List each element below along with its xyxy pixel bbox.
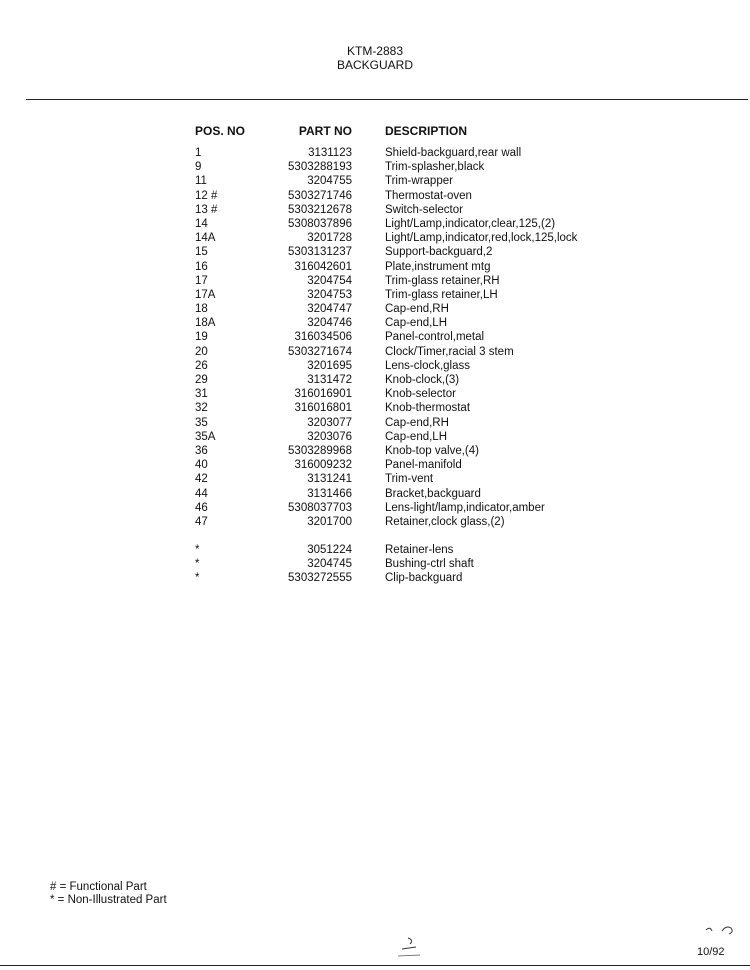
revision-date: 10/92 bbox=[697, 946, 725, 958]
row-pos-no: 35 bbox=[195, 416, 208, 429]
row-description: Support-backguard,2 bbox=[385, 246, 493, 259]
row-part-no: 3051224 bbox=[307, 544, 352, 557]
row-pos-no: * bbox=[195, 558, 200, 571]
table-row bbox=[0, 245, 750, 259]
row-description: Trim-wrapper bbox=[385, 175, 453, 188]
row-description: Cap-end,LH bbox=[385, 430, 448, 443]
table-row bbox=[0, 260, 750, 274]
top-divider bbox=[26, 99, 748, 100]
row-description: Thermostat-oven bbox=[385, 189, 472, 202]
row-pos-no: 17A bbox=[195, 288, 216, 301]
row-pos-no: 17 bbox=[195, 274, 208, 287]
row-part-no: 3131241 bbox=[307, 473, 352, 486]
row-description: Bracket,backguard bbox=[385, 487, 481, 500]
table-row bbox=[0, 288, 750, 302]
document-header bbox=[0, 44, 750, 72]
row-description: Plate,instrument mtg bbox=[385, 260, 491, 273]
row-part-no: 5303271674 bbox=[288, 345, 352, 358]
row-part-no: 3204753 bbox=[307, 288, 352, 301]
row-description: Retainer,clock glass,(2) bbox=[385, 515, 505, 528]
row-description: Trim-vent bbox=[385, 473, 434, 486]
table-row bbox=[0, 501, 750, 515]
row-part-no: 3204754 bbox=[307, 274, 352, 287]
row-pos-no: 26 bbox=[195, 359, 208, 372]
row-part-no: 3204755 bbox=[307, 175, 352, 188]
row-part-no: 3203077 bbox=[307, 416, 352, 429]
row-part-no: 5308037896 bbox=[288, 217, 352, 230]
row-description: Switch-selector bbox=[385, 203, 463, 216]
table-row bbox=[0, 302, 750, 316]
row-part-no: 3131466 bbox=[307, 487, 352, 500]
row-part-no: 316016801 bbox=[294, 402, 352, 415]
row-pos-no: 13 # bbox=[195, 203, 218, 216]
row-part-no: 3131472 bbox=[307, 374, 352, 386]
row-part-no: 3201728 bbox=[307, 232, 352, 245]
row-pos-no: 35A bbox=[195, 430, 216, 443]
table-row bbox=[0, 543, 750, 557]
row-part-no: 3204746 bbox=[307, 317, 352, 330]
column-header-pos: POS. NO bbox=[195, 124, 246, 138]
row-description: Trim-glass retainer,RH bbox=[385, 274, 500, 287]
row-pos-no: 31 bbox=[195, 388, 208, 401]
parts-table-header bbox=[0, 124, 750, 140]
legend-non-illustrated: * = Non-Illustrated Part bbox=[50, 894, 167, 906]
row-part-no: 3203076 bbox=[307, 430, 352, 443]
row-part-no: 3131123 bbox=[308, 147, 352, 159]
table-row bbox=[0, 274, 750, 288]
row-part-no: 5303272555 bbox=[288, 572, 352, 585]
table-row bbox=[0, 217, 750, 231]
row-part-no: 5303271746 bbox=[288, 189, 352, 202]
row-description: Bushing-ctrl shaft bbox=[385, 558, 474, 571]
table-row bbox=[0, 203, 750, 217]
table-row bbox=[0, 430, 750, 444]
table-row bbox=[0, 458, 750, 472]
row-description: Light/Lamp,indicator,clear,125,(2) bbox=[385, 217, 556, 230]
row-part-no: 5303289968 bbox=[288, 444, 352, 457]
row-pos-no: 9 bbox=[195, 161, 202, 174]
table-row bbox=[0, 557, 750, 571]
row-description: Knob-selector bbox=[385, 388, 456, 401]
row-part-no: 316009232 bbox=[294, 459, 352, 472]
row-description: Knob-top valve,(4) bbox=[385, 444, 479, 457]
row-pos-no: 14A bbox=[195, 232, 216, 245]
row-description: Trim-splasher,black bbox=[385, 161, 485, 174]
row-description: Lens-clock,glass bbox=[385, 359, 471, 372]
row-description: Lens-light/lamp,indicator,amber bbox=[385, 501, 545, 514]
bottom-divider bbox=[0, 965, 750, 966]
scan-squiggle-icon bbox=[704, 922, 738, 938]
table-row bbox=[0, 571, 750, 585]
row-description: Clip-backguard bbox=[385, 572, 463, 585]
table-row bbox=[0, 373, 750, 387]
row-pos-no: 20 bbox=[195, 345, 208, 358]
row-part-no: 3204745 bbox=[307, 558, 352, 571]
document-id: KTM-2883 bbox=[346, 44, 404, 58]
table-row bbox=[0, 416, 750, 430]
table-row bbox=[0, 316, 750, 330]
row-part-no: 316042601 bbox=[294, 260, 352, 273]
row-part-no: 316016901 bbox=[294, 388, 352, 401]
row-part-no: 5303212678 bbox=[288, 203, 352, 216]
row-pos-no: 12 # bbox=[195, 189, 218, 202]
row-description: Knob-clock,(3) bbox=[385, 374, 460, 386]
row-pos-no: 18 bbox=[195, 303, 208, 316]
legend-functional: # = Functional Part bbox=[50, 881, 147, 893]
table-row bbox=[0, 472, 750, 486]
row-pos-no: 46 bbox=[195, 501, 208, 514]
column-header-description: DESCRIPTION bbox=[385, 124, 468, 138]
row-part-no: 3201700 bbox=[307, 515, 352, 528]
scan-mark-icon bbox=[396, 934, 426, 958]
row-description: Cap-end,LH bbox=[385, 317, 448, 330]
row-part-no: 5303131237 bbox=[288, 246, 352, 259]
legend bbox=[50, 881, 167, 907]
row-pos-no: 36 bbox=[195, 444, 208, 457]
row-pos-no: * bbox=[195, 544, 200, 557]
row-part-no: 3204747 bbox=[307, 303, 352, 316]
row-description: Panel-control,metal bbox=[385, 331, 485, 344]
row-pos-no: 47 bbox=[195, 515, 208, 528]
row-pos-no: 44 bbox=[195, 487, 208, 500]
row-description: Knob-thermostat bbox=[385, 402, 471, 415]
table-row bbox=[0, 174, 750, 188]
section-title: BACKGUARD bbox=[336, 58, 413, 72]
row-part-no: 5303288193 bbox=[288, 161, 352, 174]
parts-table-body bbox=[0, 146, 750, 586]
row-description: Light/Lamp,indicator,red,lock,125,lock bbox=[385, 232, 578, 245]
row-description: Trim-glass retainer,LH bbox=[385, 288, 498, 301]
row-part-no: 5308037703 bbox=[288, 501, 352, 514]
table-row bbox=[0, 515, 750, 529]
row-description: Shield-backguard,rear wall bbox=[385, 147, 522, 159]
table-row bbox=[0, 160, 750, 174]
row-pos-no: * bbox=[195, 572, 200, 585]
row-pos-no: 19 bbox=[195, 331, 208, 344]
row-description: Panel-manifold bbox=[385, 459, 462, 472]
row-pos-no: 40 bbox=[195, 459, 208, 472]
table-row bbox=[0, 189, 750, 203]
row-pos-no: 18A bbox=[195, 317, 216, 330]
row-description: Clock/Timer,racial 3 stem bbox=[385, 345, 514, 358]
row-pos-no: 42 bbox=[195, 473, 208, 486]
column-header-part: PART NO bbox=[298, 124, 352, 138]
row-pos-no: 1 bbox=[195, 147, 202, 159]
table-row bbox=[0, 146, 750, 160]
row-pos-no: 14 bbox=[195, 217, 208, 230]
row-pos-no: 11 bbox=[195, 175, 207, 188]
row-description: Cap-end,RH bbox=[385, 416, 449, 429]
row-description: Cap-end,RH bbox=[385, 303, 449, 316]
row-pos-no: 15 bbox=[195, 246, 208, 259]
row-description: Retainer-lens bbox=[385, 544, 454, 557]
table-row bbox=[0, 401, 750, 415]
table-row bbox=[0, 359, 750, 373]
row-pos-no: 32 bbox=[195, 402, 208, 415]
table-row bbox=[0, 231, 750, 245]
table-row bbox=[0, 345, 750, 359]
row-part-no: 3201695 bbox=[307, 359, 352, 372]
table-row bbox=[0, 487, 750, 501]
table-row bbox=[0, 387, 750, 401]
table-row bbox=[0, 330, 750, 344]
row-pos-no: 16 bbox=[195, 260, 208, 273]
row-pos-no: 29 bbox=[195, 374, 208, 386]
row-part-no: 316034506 bbox=[294, 331, 352, 344]
table-row bbox=[0, 444, 750, 458]
